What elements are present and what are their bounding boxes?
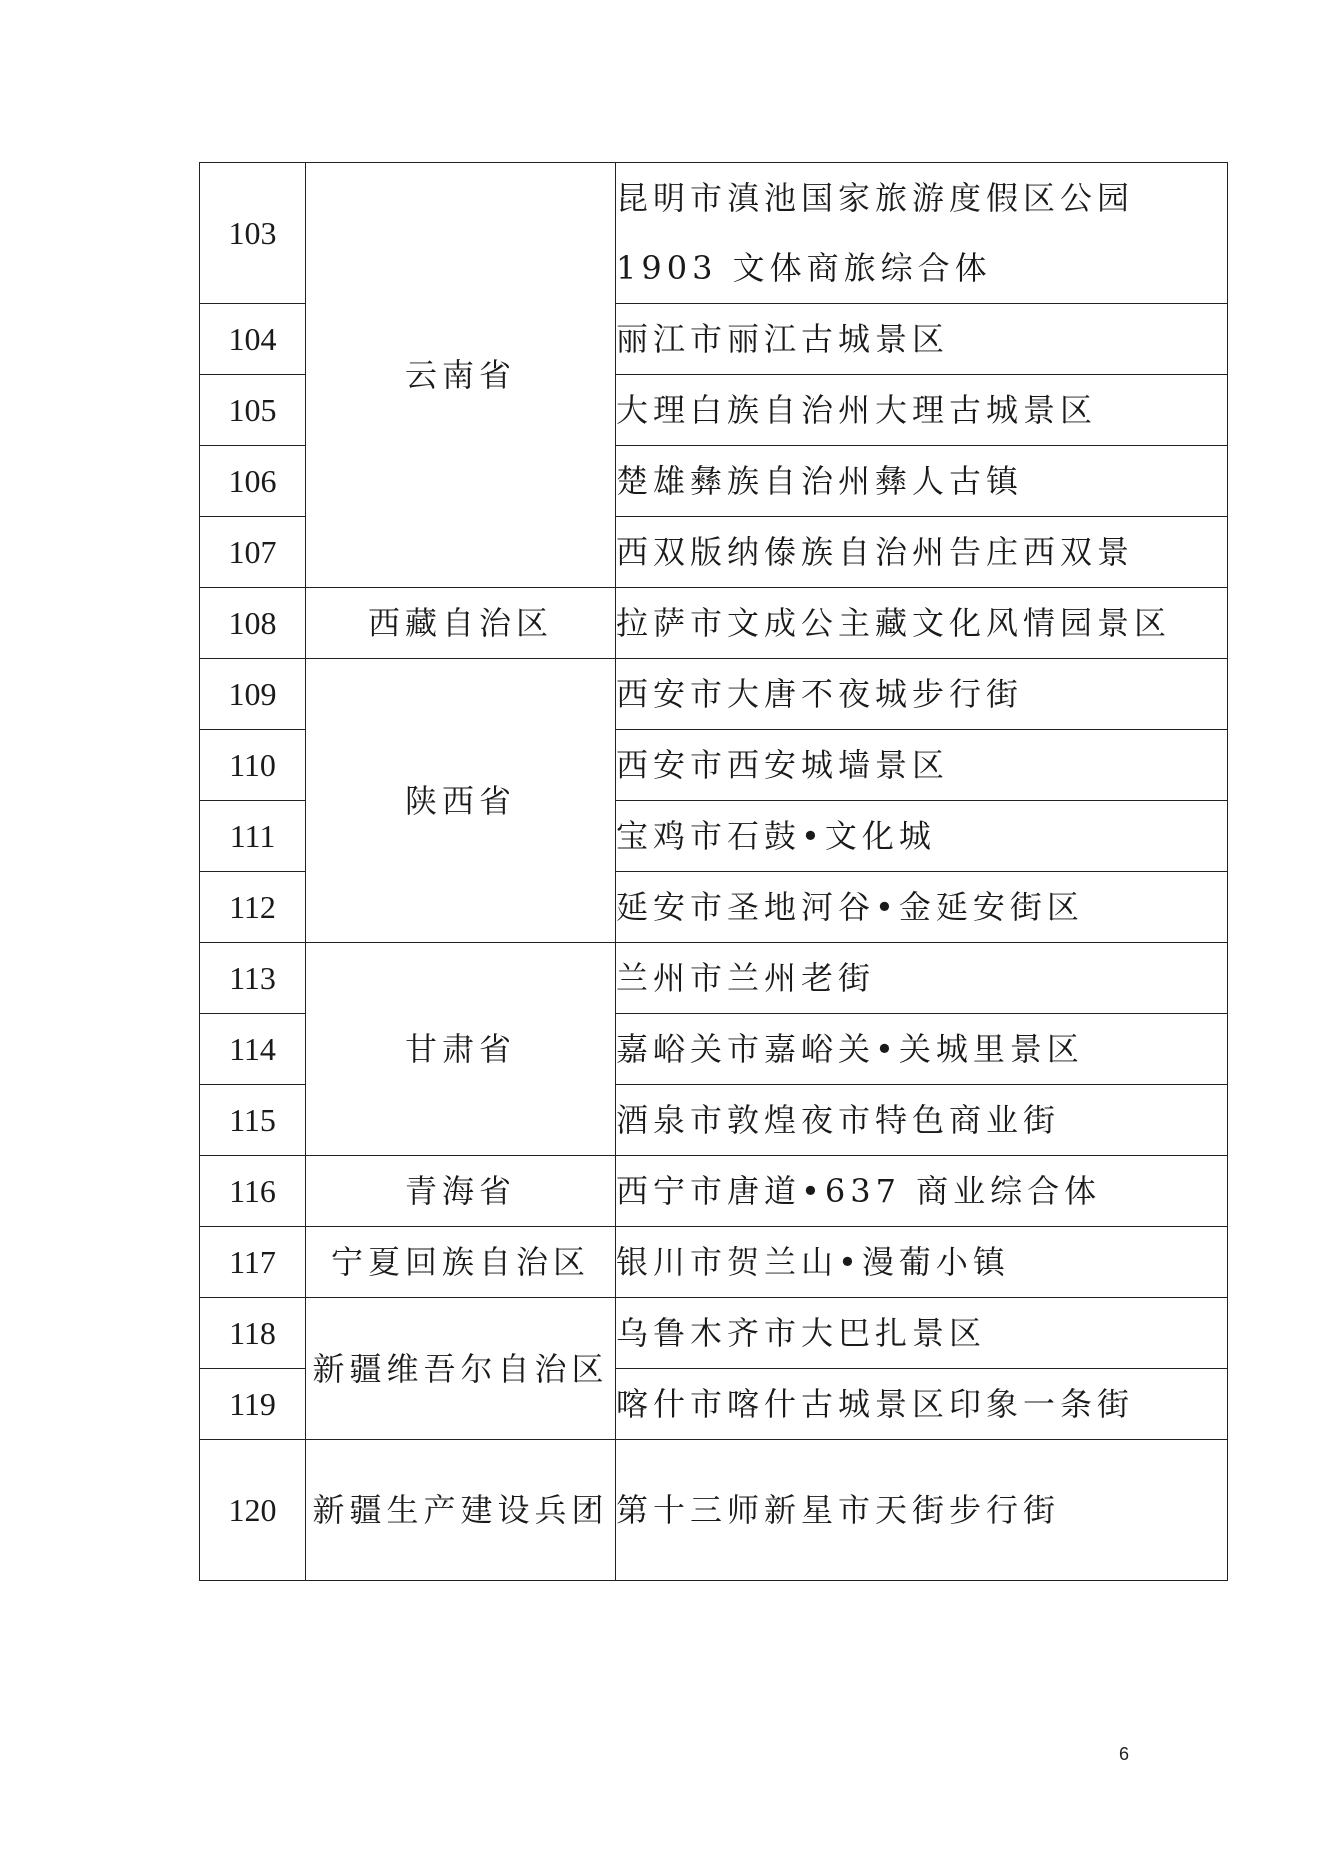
row-number: 110	[200, 730, 306, 801]
venue-name: 宝鸡市石鼓•文化城	[616, 801, 1228, 872]
venue-name: 西安市西安城墙景区	[616, 730, 1228, 801]
venue-name: 第十三师新星市天街步行街	[616, 1440, 1228, 1581]
table-row	[200, 1156, 1228, 1227]
venue-name: 酒泉市敦煌夜市特色商业街	[616, 1085, 1228, 1156]
venue-name: 延安市圣地河谷•金延安街区	[616, 872, 1228, 943]
row-number: 109	[200, 659, 306, 730]
table-row	[200, 1227, 1228, 1298]
venue-name: 西双版纳傣族自治州告庄西双景	[616, 517, 1228, 588]
table-row	[200, 943, 1228, 1014]
venue-name: 楚雄彝族自治州彝人古镇	[616, 446, 1228, 517]
venue-name: 乌鲁木齐市大巴扎景区	[616, 1298, 1228, 1369]
row-number: 107	[200, 517, 306, 588]
row-number: 120	[200, 1440, 306, 1581]
row-number: 117	[200, 1227, 306, 1298]
row-number: 106	[200, 446, 306, 517]
venue-name: 兰州市兰州老街	[616, 943, 1228, 1014]
province-cell: 云南省	[306, 163, 616, 588]
province-cell: 西藏自治区	[306, 588, 616, 659]
table-row	[200, 163, 1228, 304]
province-cell: 新疆生产建设兵团	[306, 1440, 616, 1581]
table-row	[200, 659, 1228, 730]
venue-name: 大理白族自治州大理古城景区	[616, 375, 1228, 446]
venue-name: 昆明市滇池国家旅游度假区公园 1903 文体商旅综合体	[616, 163, 1228, 304]
row-number: 112	[200, 872, 306, 943]
table-row	[200, 588, 1228, 659]
row-number: 119	[200, 1369, 306, 1440]
province-cell: 甘肃省	[306, 943, 616, 1156]
row-number: 103	[200, 163, 306, 304]
province-cell: 宁夏回族自治区	[306, 1227, 616, 1298]
page-number: 6	[1119, 1744, 1130, 1764]
venue-name: 喀什市喀什古城景区印象一条街	[616, 1369, 1228, 1440]
venue-name: 西宁市唐道•637 商业综合体	[616, 1156, 1228, 1227]
province-cell: 新疆维吾尔自治区	[306, 1298, 616, 1440]
table-row	[200, 1298, 1228, 1369]
table-row	[200, 1440, 1228, 1581]
row-number: 113	[200, 943, 306, 1014]
row-number: 104	[200, 304, 306, 375]
province-cell: 陕西省	[306, 659, 616, 943]
row-number: 108	[200, 588, 306, 659]
province-cell: 青海省	[306, 1156, 616, 1227]
venue-name: 拉萨市文成公主藏文化风情园景区	[616, 588, 1228, 659]
venue-name: 西安市大唐不夜城步行街	[616, 659, 1228, 730]
row-number: 114	[200, 1014, 306, 1085]
listing-table	[199, 162, 1228, 1581]
row-number: 118	[200, 1298, 306, 1369]
venue-name: 嘉峪关市嘉峪关•关城里景区	[616, 1014, 1228, 1085]
venue-name: 丽江市丽江古城景区	[616, 304, 1228, 375]
row-number: 115	[200, 1085, 306, 1156]
row-number: 111	[200, 801, 306, 872]
row-number: 116	[200, 1156, 306, 1227]
row-number: 105	[200, 375, 306, 446]
venue-name: 银川市贺兰山•漫葡小镇	[616, 1227, 1228, 1298]
